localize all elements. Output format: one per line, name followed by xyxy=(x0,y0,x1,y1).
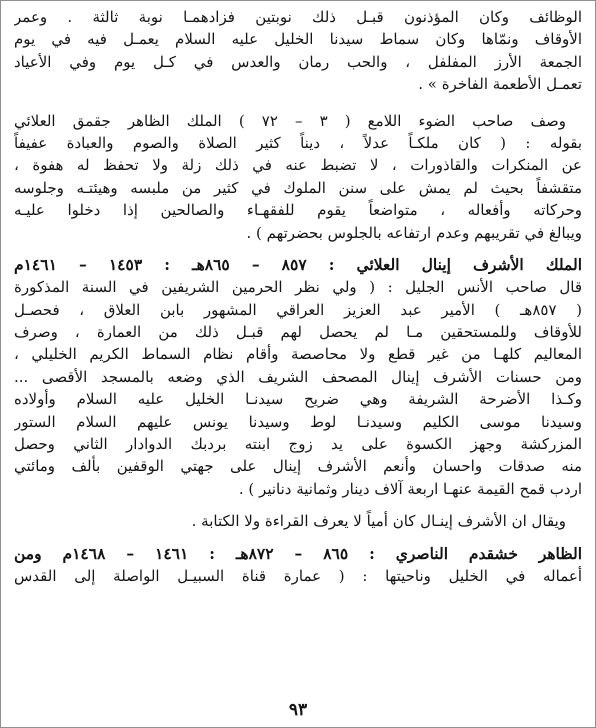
text-line: الجمعة الأرز المفلفل ، والحب رمان والعدس في كـل يوم وفي الأعياد xyxy=(14,52,582,71)
text-line: ومن حسنات الأشرف إينال المصحف الشريف الذي وضعه بالمسجد الأقصى ... xyxy=(14,367,582,386)
paragraph-1 xyxy=(14,6,582,96)
text-line: بقوله : ( كان ملكـاً عدلاً ، ديناً كثير الصلاة والصوم والعبادة عفيفاً xyxy=(14,133,582,152)
text-line: ويبالغ في تقريبهم وعدم ارتفاعه بالجلوس بحضرتهم ) . xyxy=(246,223,582,242)
text-line: قال صاحب الأنس الجليل : ( ولي نظر الحرمين الشريفين في السنة المذكورة xyxy=(14,278,582,297)
text-line: للأوقاف وللمستحقين مـا لم يحصل لهم قبـل ذلك من العمارة ، وصرف xyxy=(14,323,582,342)
text-line: تعمـل الأطعمة الفاخرة » . xyxy=(418,75,582,94)
text-line: متقشفاً بحيث لم يمش على سنن الملوك في كثير من ملبسه وهيئتـه وجلوسه xyxy=(14,178,582,197)
text-line: المعاليم كلهـا من غير قطع ولا محاصصة وأقام نظام السماط الكريم الخليلي ، xyxy=(14,345,582,364)
text-line: وحركاته وأفعاله ، متواضعاً يقوم للفقهـاء والصالحين إذا دخلوا عليـه xyxy=(14,201,582,220)
text-line: ويقال ان الأشرف إينـال كان أمياً لا يعرف القراءة ولا الكتابة . xyxy=(191,512,566,531)
text-line: اردب قمح القيمة عنهـا اربعة آلاف دينار وثمانية دنانير ) . xyxy=(238,479,582,498)
document-page xyxy=(14,6,582,587)
section-heading: الظاهر خشقدم الناصري : ٨٦٥ – ٨٧٢هـ : ١٤٦١ – ١٤٦٨م ومن xyxy=(14,543,582,563)
text-line: وسيدنا موسى الكليم وسيدنـا لوط وسيدنا يونس عليهم السلام الستور xyxy=(14,412,582,431)
text-line: الوظائف وكان المؤذنون قبـل ذلك نوبتين فزادهمـا نوبة ثالثة . وعمر xyxy=(14,8,582,26)
text-line: وكـذا الأضرحة الشريفة وهي ضريح سيدنـا الخليل عليه السلام وأولاده xyxy=(14,390,582,409)
page-number: ٩٣ xyxy=(288,700,308,720)
text-line: عن المنكرات والقاذورات ، لا تضبط عنه في ذلك زلة ولا تحفظ له هفوة ، xyxy=(14,156,582,175)
text-line: منه صدقات واحسان وأنعم الأشرف إينال على جهتي الوقفين بألف ومائتي xyxy=(14,457,582,476)
text-line: الأوقاف ونمّاها وكان سماط سيدنا الخليل عليه السلام يعمـل فيه في يوم xyxy=(14,30,582,49)
section-ashraf-inal xyxy=(14,254,582,500)
section-heading: الملك الأشرف إينال العلائي : ٨٥٧ – ٨٦٥هـ : ١٤٥٣ – ١٤٦١م xyxy=(14,254,582,274)
paragraph-illiterate xyxy=(14,510,582,532)
text-line: ( ٨٥٧هـ ) الأمير عبد العزيز العراقي المشهور بابن العلاق ، فحصـل xyxy=(14,300,582,319)
text-line: أعماله في الخليل وناحيتها : ( عمارة قناة السبيـل الواصلة إلى القدس xyxy=(14,566,582,585)
text-line: المزركشة وجهز الكسوة على يد زوج ابنته بردبك الدوادار الثاني وحصل xyxy=(14,435,582,454)
section-khushqadam xyxy=(14,543,582,588)
paragraph-2 xyxy=(14,110,582,244)
text-line: وصف صاحب الضوء اللامع ( ٣ – ٧٢ ) الملك الظاهر جقمق العلائي xyxy=(14,111,567,130)
